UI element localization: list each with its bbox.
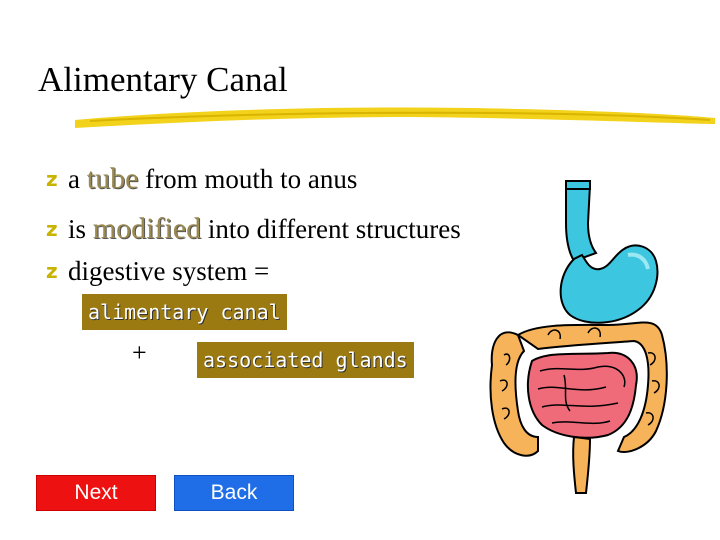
bullet-2-prefix: is [68, 214, 87, 244]
plus-operator: + [132, 338, 147, 367]
bullet-1-suffix: from mouth to anus [145, 164, 358, 194]
next-button[interactable]: Next [36, 475, 156, 511]
bullet-1-prefix: a [68, 164, 80, 194]
digestive-tract-illustration [478, 175, 678, 515]
bullet-2 [46, 214, 461, 244]
title-underline [70, 102, 720, 132]
bullet-2-suffix: into different structures [207, 214, 461, 244]
z-bullet-icon: z [46, 217, 58, 241]
slide-title: Alimentary Canal [38, 60, 288, 99]
z-bullet-icon: z [46, 167, 58, 191]
back-button[interactable]: Back [174, 475, 294, 511]
bullet-3 [46, 258, 269, 285]
alimentary-canal-label: alimentary canal [82, 294, 287, 330]
bullet-3-text: digestive system = [68, 256, 270, 286]
z-bullet-icon: z [46, 259, 58, 283]
bullet-1 [46, 164, 357, 194]
bullet-2-keyword: modified [92, 212, 202, 245]
associated-glands-label: associated glands [197, 342, 414, 378]
bullet-1-keyword: tube [86, 162, 139, 195]
